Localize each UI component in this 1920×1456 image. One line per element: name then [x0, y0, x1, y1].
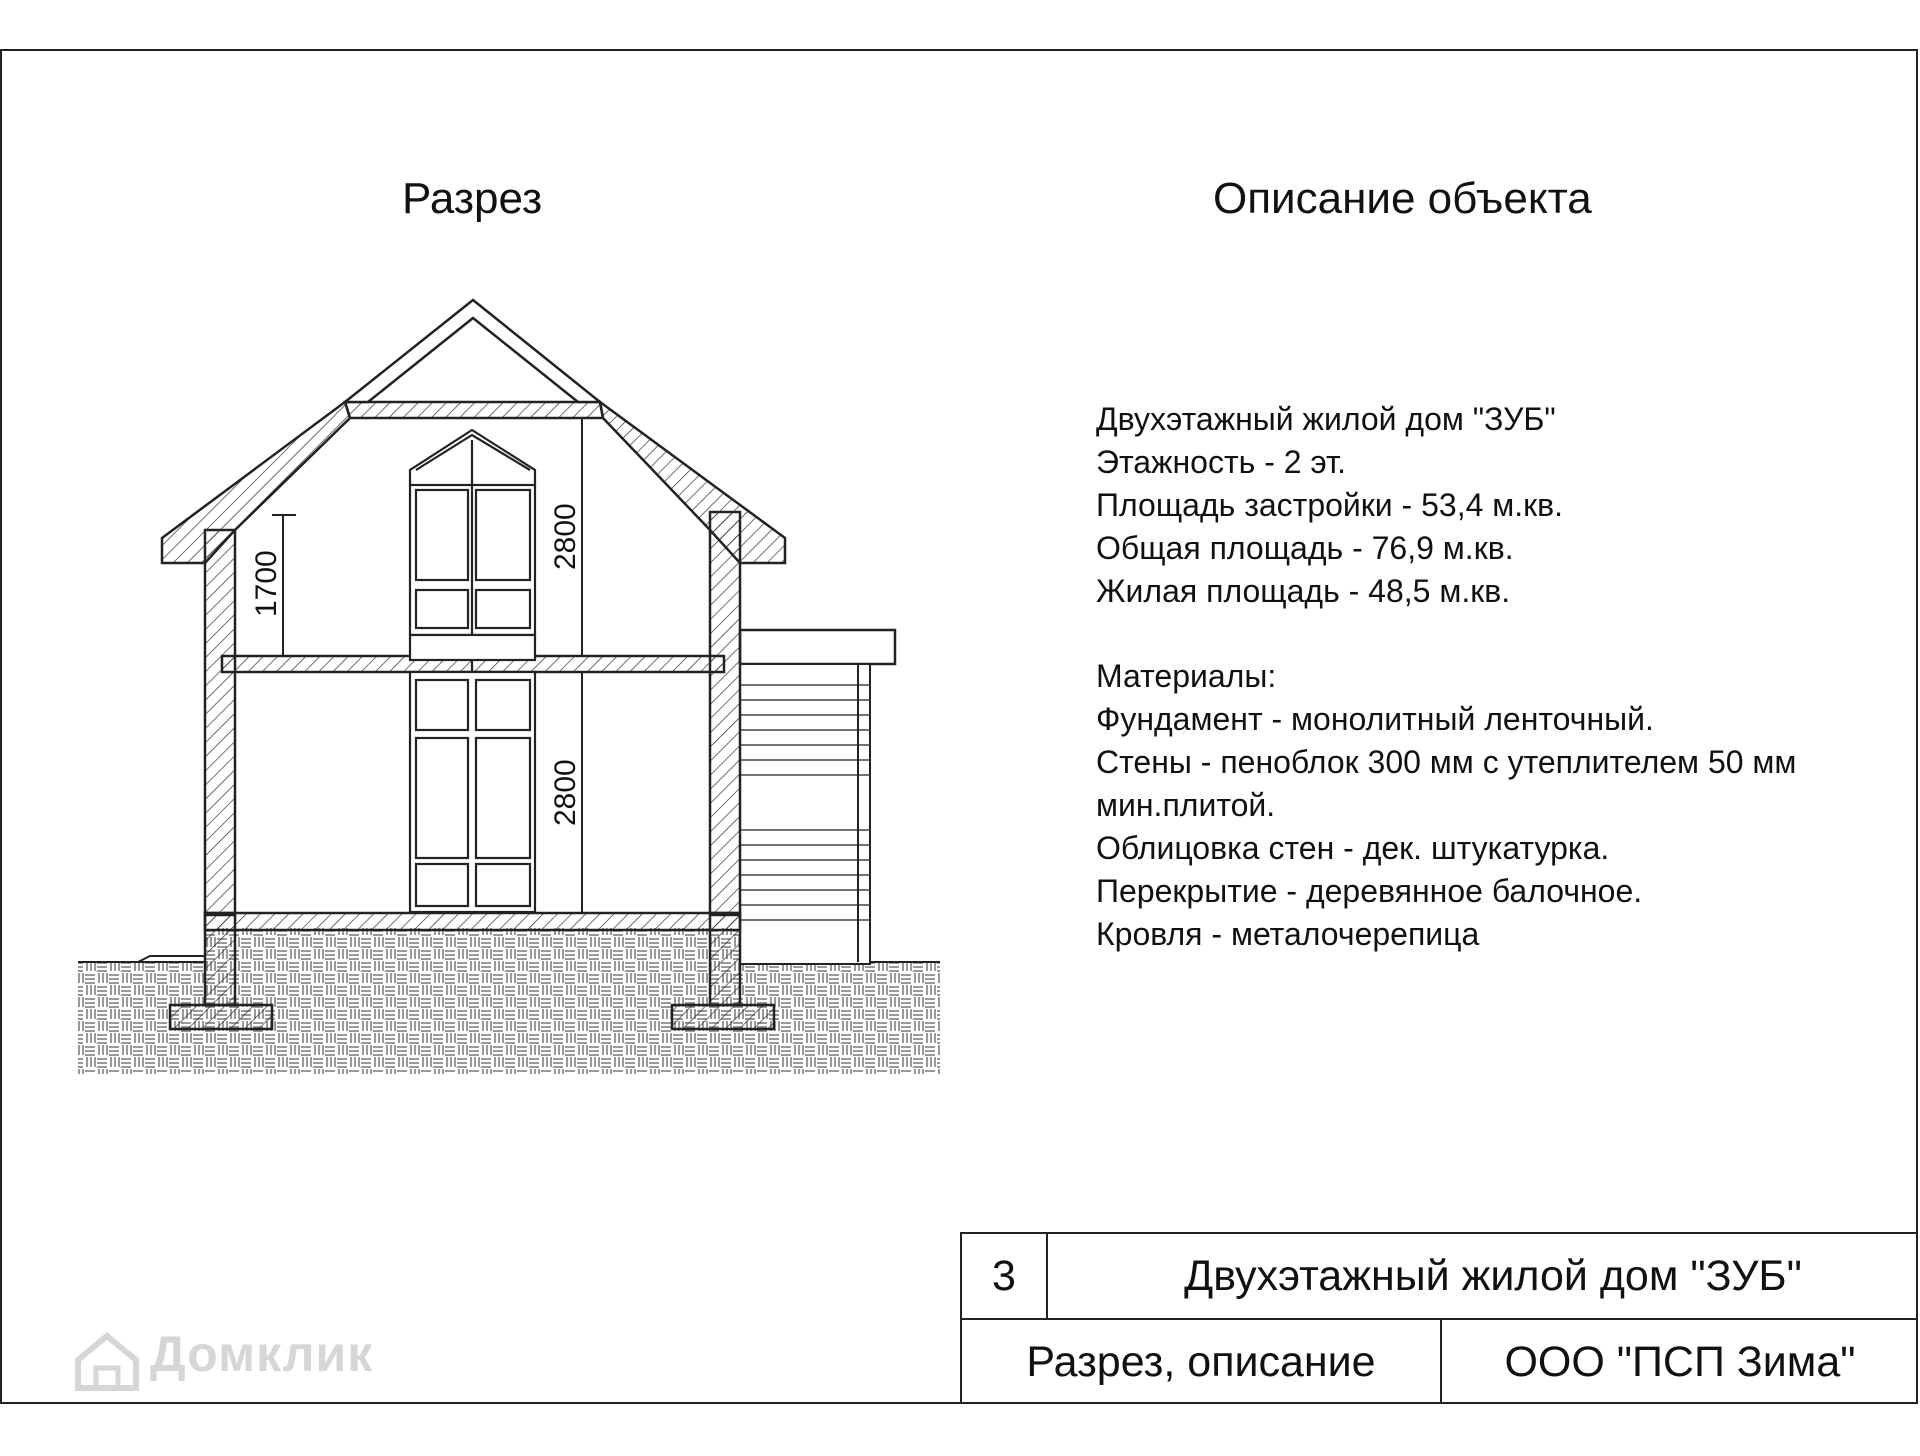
desc-foundation: Фундамент - монолитный ленточный.: [1096, 701, 1654, 737]
roof-left-slope: [162, 402, 350, 563]
desc-floors: Этажность - 2 эт.: [1096, 444, 1347, 480]
roof-ridge: [345, 300, 600, 402]
desc-living-area: Жилая площадь - 48,5 м.кв.: [1096, 573, 1511, 609]
desc-walls-cont: мин.плитой.: [1096, 787, 1276, 823]
description-title: Описание объекта: [1213, 174, 1592, 223]
house-logo-icon: [72, 1330, 142, 1394]
section-title: Разрез: [402, 174, 543, 223]
ground-floor-slab: [205, 913, 740, 930]
desc-total-area: Общая площадь - 76,9 м.кв.: [1096, 530, 1514, 566]
roof-ceiling: [345, 402, 603, 418]
dim-knee-wall: 1700: [250, 550, 283, 617]
desc-built-area: Площадь застройки - 53,4 м.кв.: [1096, 487, 1564, 523]
wall-left: [205, 530, 235, 915]
desc-roof: Кровля - металочерепица: [1096, 916, 1480, 952]
footing-left: [170, 1005, 272, 1029]
desc-facing: Облицовка стен - дек. штукатурка.: [1096, 830, 1610, 866]
tall-window: [410, 430, 535, 912]
wall-right: [710, 512, 740, 915]
project-title: Двухэтажный жилой дом "ЗУБ": [1048, 1234, 1918, 1320]
roof-right-slope: [600, 402, 785, 563]
sheet-name: Разрез, описание: [962, 1320, 1442, 1404]
watermark-text: Домклик: [150, 1326, 374, 1382]
foundation-fill: [205, 928, 740, 964]
dim-upper-height: 2800: [549, 503, 582, 570]
footing-right: [672, 1005, 774, 1029]
annex-structure: [740, 630, 895, 964]
desc-walls: Стены - пеноблок 300 мм с утеплителем 50 мм: [1096, 744, 1797, 780]
sheet-number: 3: [962, 1234, 1048, 1320]
organization-name: ООО "ПСП Зима": [1504, 1337, 1856, 1386]
title-block: [960, 1232, 1918, 1404]
dim-lower-height: 2800: [549, 759, 582, 826]
desc-name: Двухэтажный жилой дом "ЗУБ": [1096, 401, 1556, 437]
desc-floor-structure: Перекрытие - деревянное балочное.: [1096, 873, 1643, 909]
desc-materials-heading: Материалы:: [1096, 658, 1277, 694]
